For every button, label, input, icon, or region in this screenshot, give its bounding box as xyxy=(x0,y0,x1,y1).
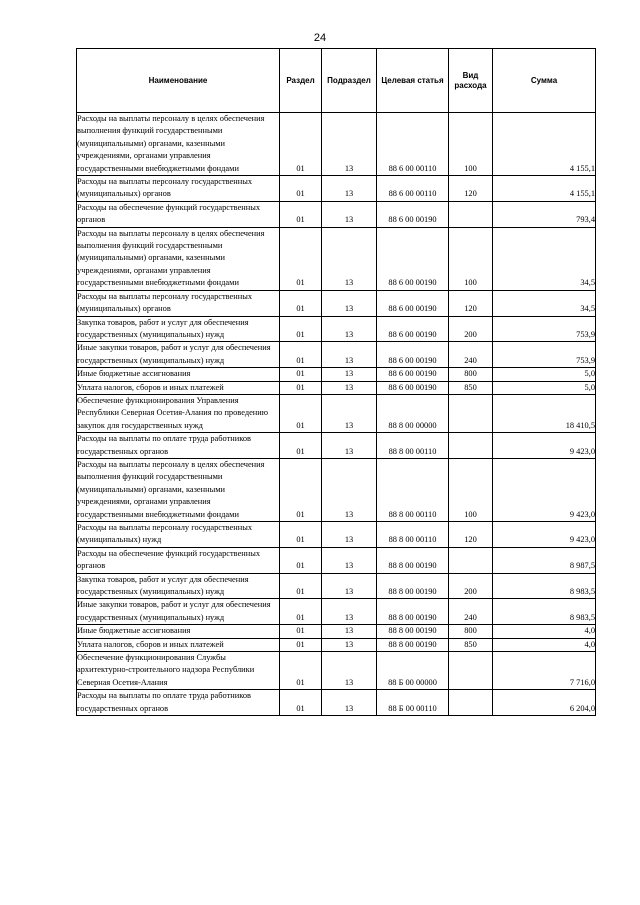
cell-name: Расходы на выплаты по оплате труда работников государственных органов xyxy=(77,433,280,459)
cell-razdel: 01 xyxy=(280,522,322,548)
cell-statya: 88 8 00 00190 xyxy=(377,625,449,638)
table-row xyxy=(77,176,596,202)
cell-vid: 100 xyxy=(449,227,493,290)
cell-vid: 850 xyxy=(449,381,493,394)
cell-podrazdel: 13 xyxy=(322,381,377,394)
cell-podrazdel: 13 xyxy=(322,638,377,651)
cell-summa: 4,0 xyxy=(493,625,596,638)
cell-summa: 9 423,0 xyxy=(493,522,596,548)
table-row xyxy=(77,652,596,690)
table-row xyxy=(77,201,596,227)
table-row xyxy=(77,394,596,432)
cell-podrazdel: 13 xyxy=(322,227,377,290)
cell-summa: 34,5 xyxy=(493,290,596,316)
cell-razdel: 01 xyxy=(280,368,322,381)
cell-razdel: 01 xyxy=(280,227,322,290)
cell-statya: 88 Б 00 00000 xyxy=(377,652,449,690)
cell-podrazdel: 13 xyxy=(322,458,377,521)
table-row xyxy=(77,290,596,316)
cell-statya: 88 6 00 00110 xyxy=(377,113,449,176)
cell-statya: 88 6 00 00190 xyxy=(377,381,449,394)
cell-statya: 88 8 00 00190 xyxy=(377,573,449,599)
cell-vid: 120 xyxy=(449,290,493,316)
cell-razdel: 01 xyxy=(280,638,322,651)
cell-summa: 8 983,5 xyxy=(493,573,596,599)
table-row xyxy=(77,547,596,573)
cell-statya: 88 6 00 00190 xyxy=(377,227,449,290)
cell-podrazdel: 13 xyxy=(322,433,377,459)
cell-summa: 5,0 xyxy=(493,381,596,394)
cell-razdel: 01 xyxy=(280,113,322,176)
table-row xyxy=(77,522,596,548)
cell-summa: 4 155,1 xyxy=(493,176,596,202)
cell-razdel: 01 xyxy=(280,599,322,625)
cell-summa: 793,4 xyxy=(493,201,596,227)
cell-podrazdel: 13 xyxy=(322,113,377,176)
column-header-razdel: Раздел xyxy=(280,49,322,113)
cell-name: Иные закупки товаров, работ и услуг для обеспечения государственных (муниципальных) нужд xyxy=(77,599,280,625)
cell-vid xyxy=(449,201,493,227)
table-row xyxy=(77,599,596,625)
cell-razdel: 01 xyxy=(280,547,322,573)
cell-name: Иные закупки товаров, работ и услуг для обеспечения государственных (муниципальных) нужд xyxy=(77,342,280,368)
cell-summa: 7 716,0 xyxy=(493,652,596,690)
cell-podrazdel: 13 xyxy=(322,652,377,690)
cell-vid: 800 xyxy=(449,368,493,381)
cell-podrazdel: 13 xyxy=(322,573,377,599)
table-row xyxy=(77,227,596,290)
column-header-podrazdel: Подраздел xyxy=(322,49,377,113)
cell-podrazdel: 13 xyxy=(322,599,377,625)
cell-summa: 5,0 xyxy=(493,368,596,381)
cell-vid: 100 xyxy=(449,113,493,176)
cell-summa: 753,9 xyxy=(493,316,596,342)
cell-vid: 200 xyxy=(449,573,493,599)
cell-statya: 88 8 00 00110 xyxy=(377,458,449,521)
cell-summa: 18 410,5 xyxy=(493,394,596,432)
cell-podrazdel: 13 xyxy=(322,368,377,381)
cell-name: Обеспечение функционирования Управления Республики Северная Осетия-Алания по проведению закупок для государственных нужд xyxy=(77,394,280,432)
cell-name: Расходы на выплаты персоналу государственных (муниципальных) нужд xyxy=(77,522,280,548)
cell-podrazdel: 13 xyxy=(322,316,377,342)
cell-razdel: 01 xyxy=(280,201,322,227)
cell-vid: 120 xyxy=(449,176,493,202)
cell-name: Расходы на выплаты персоналу государственных (муниципальных) органов xyxy=(77,176,280,202)
cell-razdel: 01 xyxy=(280,433,322,459)
cell-podrazdel: 13 xyxy=(322,394,377,432)
cell-vid xyxy=(449,433,493,459)
cell-statya: 88 8 00 00190 xyxy=(377,599,449,625)
table-row xyxy=(77,113,596,176)
cell-summa: 9 423,0 xyxy=(493,458,596,521)
table-row xyxy=(77,638,596,651)
cell-summa: 4 155,1 xyxy=(493,113,596,176)
cell-vid xyxy=(449,652,493,690)
cell-vid: 850 xyxy=(449,638,493,651)
table-row xyxy=(77,458,596,521)
cell-name: Расходы на обеспечение функций государственных органов xyxy=(77,201,280,227)
cell-podrazdel: 13 xyxy=(322,201,377,227)
column-header-name: Наименование xyxy=(77,49,280,113)
cell-statya: 88 8 00 00000 xyxy=(377,394,449,432)
cell-vid xyxy=(449,394,493,432)
cell-podrazdel: 13 xyxy=(322,290,377,316)
budget-table xyxy=(76,48,596,716)
cell-vid xyxy=(449,690,493,716)
cell-statya: 88 8 00 00110 xyxy=(377,522,449,548)
cell-vid: 240 xyxy=(449,342,493,368)
cell-razdel: 01 xyxy=(280,573,322,599)
table-row xyxy=(77,381,596,394)
cell-razdel: 01 xyxy=(280,652,322,690)
cell-vid: 800 xyxy=(449,625,493,638)
table-row xyxy=(77,316,596,342)
column-header-summa: Сумма xyxy=(493,49,596,113)
cell-summa: 6 204,0 xyxy=(493,690,596,716)
table-row xyxy=(77,690,596,716)
cell-razdel: 01 xyxy=(280,342,322,368)
column-header-statya: Целевая статья xyxy=(377,49,449,113)
cell-razdel: 01 xyxy=(280,625,322,638)
table-row xyxy=(77,625,596,638)
cell-statya: 88 6 00 00190 xyxy=(377,368,449,381)
cell-razdel: 01 xyxy=(280,458,322,521)
cell-razdel: 01 xyxy=(280,316,322,342)
cell-razdel: 01 xyxy=(280,394,322,432)
cell-statya: 88 8 00 00190 xyxy=(377,547,449,573)
cell-statya: 88 6 00 00190 xyxy=(377,290,449,316)
cell-podrazdel: 13 xyxy=(322,522,377,548)
cell-summa: 9 423,0 xyxy=(493,433,596,459)
cell-name: Уплата налогов, сборов и иных платежей xyxy=(77,381,280,394)
cell-name: Иные бюджетные ассигнования xyxy=(77,625,280,638)
cell-summa: 8 983,5 xyxy=(493,599,596,625)
cell-podrazdel: 13 xyxy=(322,690,377,716)
cell-name: Уплата налогов, сборов и иных платежей xyxy=(77,638,280,651)
cell-name: Иные бюджетные ассигнования xyxy=(77,368,280,381)
table-row xyxy=(77,368,596,381)
cell-razdel: 01 xyxy=(280,381,322,394)
cell-statya: 88 6 00 00190 xyxy=(377,342,449,368)
cell-summa: 34,5 xyxy=(493,227,596,290)
table-row xyxy=(77,573,596,599)
cell-summa: 753,9 xyxy=(493,342,596,368)
cell-razdel: 01 xyxy=(280,690,322,716)
cell-razdel: 01 xyxy=(280,290,322,316)
cell-name: Закупка товаров, работ и услуг для обеспечения государственных (муниципальных) нужд xyxy=(77,316,280,342)
cell-name: Расходы на выплаты персоналу в целях обеспечения выполнения функций государственными (муниципальными) органами, казенными учреждениями, органами управления государственными внебюджетными фондами xyxy=(77,458,280,521)
table-row xyxy=(77,433,596,459)
cell-statya: 88 Б 00 00110 xyxy=(377,690,449,716)
cell-summa: 4,0 xyxy=(493,638,596,651)
table-body xyxy=(77,113,596,716)
cell-name: Обеспечение функционирования Службы архитектурно-строительного надзора Республики Северная Осетия-Алания xyxy=(77,652,280,690)
cell-podrazdel: 13 xyxy=(322,625,377,638)
table-row xyxy=(77,342,596,368)
cell-vid: 240 xyxy=(449,599,493,625)
cell-name: Расходы на выплаты персоналу в целях обеспечения выполнения функций государственными (муниципальными) органами, казенными учреждениями, органами управления государственными внебюджетными фондами xyxy=(77,227,280,290)
cell-summa: 8 987,5 xyxy=(493,547,596,573)
cell-vid: 200 xyxy=(449,316,493,342)
cell-statya: 88 8 00 00190 xyxy=(377,638,449,651)
cell-name: Расходы на обеспечение функций государственных органов xyxy=(77,547,280,573)
cell-statya: 88 6 00 00190 xyxy=(377,316,449,342)
cell-name: Расходы на выплаты персоналу государственных (муниципальных) органов xyxy=(77,290,280,316)
cell-podrazdel: 13 xyxy=(322,547,377,573)
cell-name: Расходы на выплаты персоналу в целях обеспечения выполнения функций государственными (муниципальными) органами, казенными учреждениями, органами управления государственными внебюджетными фондами xyxy=(77,113,280,176)
cell-statya: 88 6 00 00190 xyxy=(377,201,449,227)
cell-statya: 88 8 00 00110 xyxy=(377,433,449,459)
cell-razdel: 01 xyxy=(280,176,322,202)
cell-podrazdel: 13 xyxy=(322,176,377,202)
table-header-row xyxy=(77,49,596,113)
cell-name: Закупка товаров, работ и услуг для обеспечения государственных (муниципальных) нужд xyxy=(77,573,280,599)
page-number: 24 xyxy=(313,32,327,44)
cell-vid: 120 xyxy=(449,522,493,548)
cell-vid xyxy=(449,547,493,573)
cell-vid: 100 xyxy=(449,458,493,521)
cell-statya: 88 6 00 00110 xyxy=(377,176,449,202)
cell-name: Расходы на выплаты по оплате труда работников государственных органов xyxy=(77,690,280,716)
column-header-vid: Вид расхода xyxy=(449,49,493,113)
cell-podrazdel: 13 xyxy=(322,342,377,368)
